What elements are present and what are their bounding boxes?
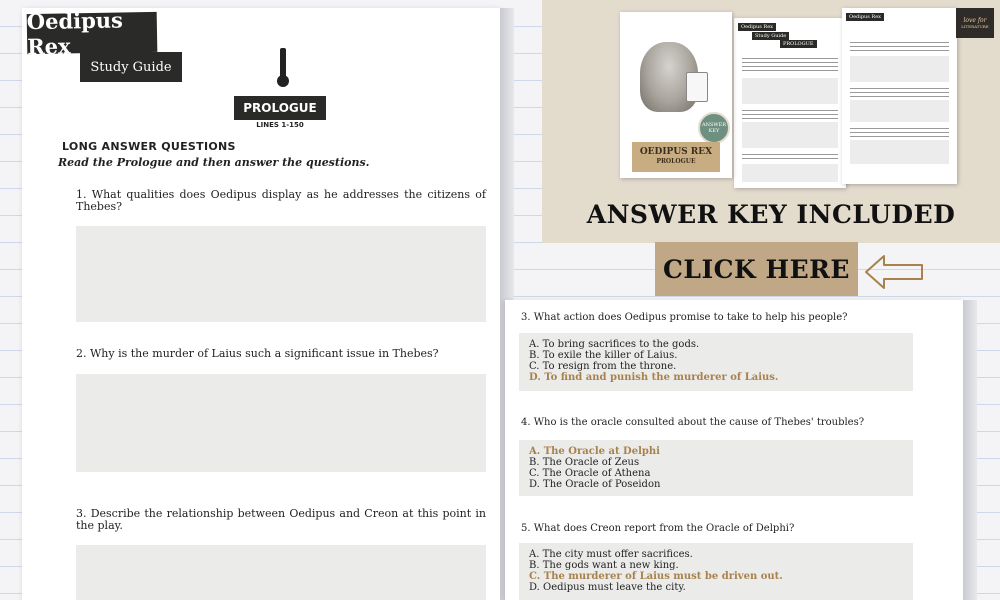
mini-text-lines bbox=[850, 88, 949, 98]
worksheet-subtitle: Study Guide bbox=[80, 52, 182, 82]
mc-question-3: 3. What action does Oedipus promise to take to help his people? bbox=[521, 312, 848, 323]
section-heading: LONG ANSWER QUESTIONS bbox=[62, 140, 236, 153]
mc-options-3 bbox=[519, 333, 913, 391]
mc-options-5 bbox=[519, 543, 913, 600]
question-1: 1. What qualities does Oedipus display as he addresses the citizens of Thebes? bbox=[76, 188, 486, 213]
brand-logo bbox=[956, 8, 994, 38]
answer-key-banner: ANSWER KEY INCLUDED bbox=[586, 200, 956, 229]
option-d: D. Oedipus must leave the city. bbox=[529, 582, 686, 593]
answer-key-badge: ANSWER KEY bbox=[698, 112, 730, 144]
mini-subtitle: Study Guide bbox=[752, 32, 789, 40]
answer-box-3[interactable] bbox=[76, 545, 486, 600]
cover-title: OEDIPUS REX bbox=[639, 147, 713, 157]
worksheet-title: Oedipus Rex bbox=[27, 12, 158, 54]
option-a: A. The city must offer sacrifices. bbox=[529, 549, 693, 560]
mc-options-4 bbox=[519, 440, 913, 496]
option-c: C. The Oracle of Athena bbox=[529, 468, 651, 479]
mc-question-5: 5. What does Creon report from the Oracle of Delphi? bbox=[521, 523, 795, 534]
preview-page-thumbnail bbox=[842, 8, 957, 184]
option-b: B. To exile the killer of Laius. bbox=[529, 350, 678, 361]
mini-text-lines bbox=[742, 154, 838, 162]
answer-key-preview bbox=[542, 0, 1000, 243]
mini-section: PROLOGUE bbox=[780, 40, 817, 48]
click-here-button[interactable]: CLICK HERE bbox=[655, 242, 858, 296]
option-b: B. The Oracle of Zeus bbox=[529, 457, 640, 468]
mini-text-lines bbox=[742, 110, 838, 120]
mini-text-lines bbox=[850, 42, 949, 54]
preview-page-thumbnail bbox=[734, 18, 846, 188]
dagger-icon bbox=[275, 48, 291, 88]
answer-box-2[interactable] bbox=[76, 374, 486, 472]
cover-title-band bbox=[632, 142, 720, 172]
answer-box-1[interactable] bbox=[76, 226, 486, 322]
option-d: D. The Oracle of Poseidon bbox=[529, 479, 661, 490]
option-a: A. To bring sacrifices to the gods. bbox=[529, 339, 700, 350]
tablet-icon bbox=[686, 72, 708, 102]
mini-answer-box bbox=[742, 164, 838, 182]
section-tag: PROLOGUE bbox=[234, 96, 326, 120]
option-d-correct: D. To find and punish the murderer of Laius. bbox=[529, 372, 779, 383]
mini-text-lines bbox=[742, 58, 838, 74]
mini-answer-box bbox=[850, 56, 949, 82]
cover-subtitle: PROLOGUE bbox=[656, 158, 696, 165]
answer-key-page bbox=[505, 300, 963, 600]
worksheet-page bbox=[22, 8, 500, 600]
logo-line-2: LITERATURE bbox=[961, 24, 989, 29]
mini-answer-box bbox=[742, 122, 838, 148]
mini-title: Oedipus Rex bbox=[738, 23, 776, 31]
mini-text-lines bbox=[850, 128, 949, 138]
instructions: Read the Prologue and then answer the questions. bbox=[58, 156, 370, 169]
mc-question-4: 4. Who is the oracle consulted about the cause of Thebes' troubles? bbox=[521, 417, 865, 428]
mini-answer-box bbox=[850, 140, 949, 164]
option-c-correct: C. The murderer of Laius must be driven out. bbox=[529, 571, 783, 582]
question-2: 2. Why is the murder of Laius such a significant issue in Thebes? bbox=[76, 347, 439, 360]
mini-title: Oedipus Rex bbox=[846, 13, 884, 21]
option-c: C. To resign from the throne. bbox=[529, 361, 677, 372]
question-3: 3. Describe the relationship between Oedipus and Creon at this point in the play. bbox=[76, 507, 486, 532]
option-a-correct: A. The Oracle at Delphi bbox=[529, 446, 660, 457]
logo-line-1: love for bbox=[963, 17, 987, 24]
mini-answer-box bbox=[742, 78, 838, 104]
mini-answer-box bbox=[850, 100, 949, 122]
option-b: B. The gods want a new king. bbox=[529, 560, 679, 571]
lines-label: LINES 1-150 bbox=[256, 121, 304, 129]
arrow-left-outline-icon bbox=[862, 252, 926, 292]
cover-thumbnail bbox=[620, 12, 732, 178]
